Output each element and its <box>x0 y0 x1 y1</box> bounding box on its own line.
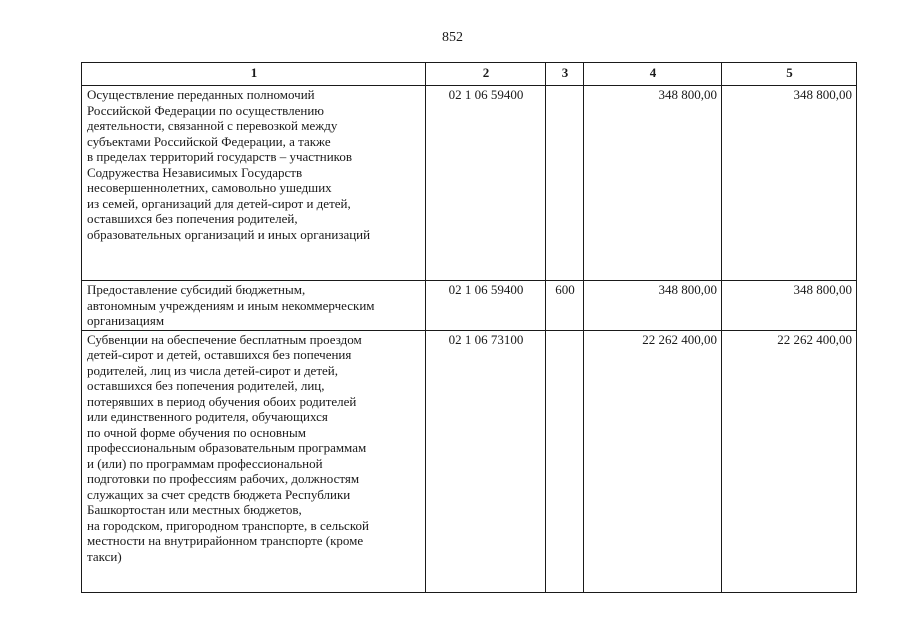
column-header-1: 1 <box>82 63 426 86</box>
table-row <box>82 330 857 592</box>
row-amount-2-cell: 348 800,00 <box>722 281 857 331</box>
row-expense-type-cell <box>546 330 584 592</box>
row-name-cell: Субвенции на обеспечение бесплатным проездом детей-сирот и детей, оставшихся без попечения родителей, лиц из числа детей-сирот и детей, оставшихся без попечения родителей, лиц, потерявших в период обучения обоих родителей или единственного родителя, обучающихся по очной форме обучения по основным профессиональным образовательным программам и (или) по программам профессиональной подготовки по профессиям рабочих, должностям служащих за счет средств бюджета Республики Башкортостан или местных бюджетов, на городском, пригородном транспорте, в сельской местности на внутрирайонном транспорте (кроме такси) <box>82 330 426 592</box>
row-amount-1-cell: 348 800,00 <box>584 86 722 281</box>
row-code-cell: 02 1 06 59400 <box>426 281 546 331</box>
row-expense-type-cell <box>546 86 584 281</box>
table-header-row <box>82 63 857 86</box>
column-header-3: 3 <box>546 63 584 86</box>
row-name-cell: Осуществление переданных полномочий Российской Федерации по осуществлению деятельности, связанной с перевозкой между субъектами Российской Федерации, а также в пределах территорий государств – участников Содружества Независимых Государств несовершеннолетних, самовольно ушедших из семей, организаций для детей-сирот и детей, оставшихся без попечения родителей, образовательных организаций и иных организаций <box>82 86 426 281</box>
table-row <box>82 86 857 281</box>
column-header-5: 5 <box>722 63 857 86</box>
row-expense-type-cell: 600 <box>546 281 584 331</box>
row-name-cell: Предоставление субсидий бюджетным, автономным учреждениям и иным некоммерческим организациям <box>82 281 426 331</box>
row-amount-2-cell: 348 800,00 <box>722 86 857 281</box>
page-number: 852 <box>442 30 463 45</box>
row-code-cell: 02 1 06 59400 <box>426 86 546 281</box>
table-row <box>82 281 857 331</box>
row-code-cell: 02 1 06 73100 <box>426 330 546 592</box>
budget-table <box>81 62 857 593</box>
column-header-2: 2 <box>426 63 546 86</box>
row-amount-1-cell: 348 800,00 <box>584 281 722 331</box>
row-amount-2-cell: 22 262 400,00 <box>722 330 857 592</box>
column-header-4: 4 <box>584 63 722 86</box>
row-amount-1-cell: 22 262 400,00 <box>584 330 722 592</box>
